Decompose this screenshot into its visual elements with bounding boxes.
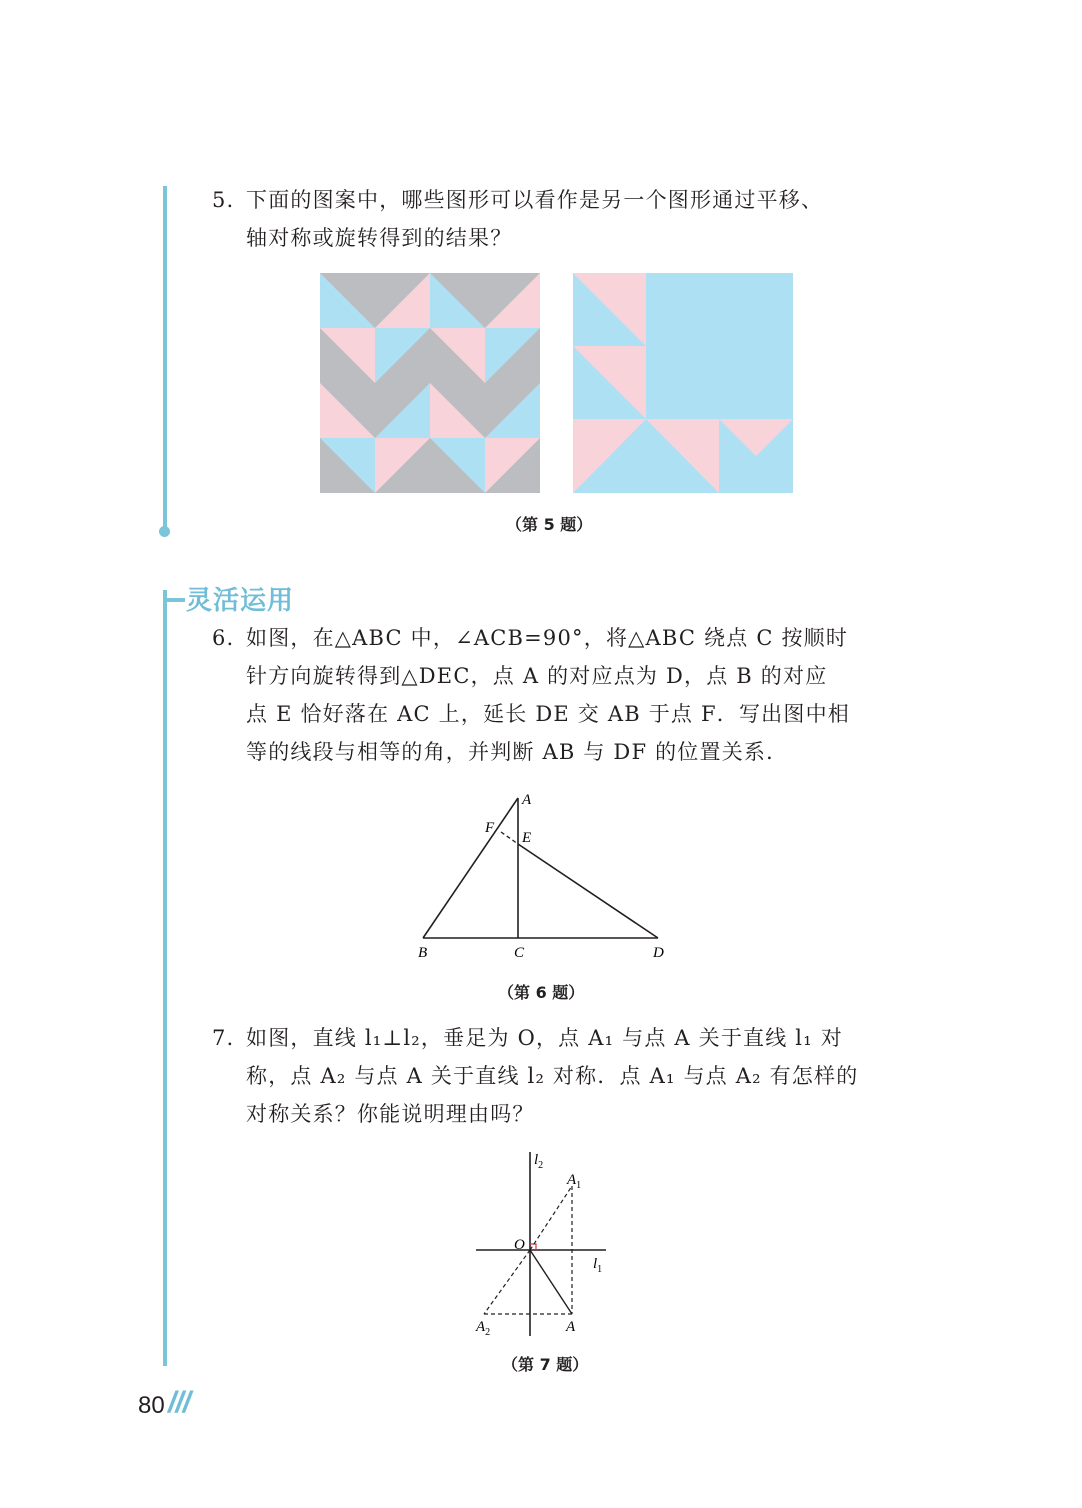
dash-O-A1 xyxy=(530,1186,572,1250)
question-7-line3: 对称关系？你能说明理由吗？ xyxy=(246,1102,535,1126)
label-E: E xyxy=(522,830,532,846)
q6-caption: （第 6 题） xyxy=(498,983,585,1002)
question-7-line2: 称，点 A₂ 与点 A 关于直线 l₂ 对称．点 A₁ 与点 A₂ 有怎样的 xyxy=(246,1064,859,1088)
q5-caption: （第 5 题） xyxy=(506,515,593,534)
label-l2: $l_2$ xyxy=(534,1152,544,1171)
section-dash xyxy=(163,598,185,602)
page-number: 80 xyxy=(138,1392,165,1419)
q5-pattern-left xyxy=(320,273,540,493)
segment-AB xyxy=(423,798,518,938)
question-7-line1: 如图，直线 l₁⊥l₂，垂足为 O，点 A₁ 与点 A 关于直线 l₁ 对 xyxy=(246,1026,843,1050)
label-A: A xyxy=(522,792,532,808)
question-5-number: 5. xyxy=(212,188,235,212)
question-6-line3: 点 E 恰好落在 AC 上，延长 DE 交 AB 于点 F．写出图中相 xyxy=(246,702,850,726)
section-title: 灵活运用 xyxy=(186,586,295,616)
q7-caption: （第 7 题） xyxy=(502,1355,589,1374)
question-5 xyxy=(212,181,872,257)
label-C: C xyxy=(514,945,525,961)
label-O: O xyxy=(514,1237,525,1253)
q5-pattern-right xyxy=(573,273,793,493)
question-6-line1: 如图，在△ABC 中，∠ACB=90°，将△ABC 绕点 C 按顺时 xyxy=(246,626,849,650)
label-D: D xyxy=(653,945,664,961)
rail-dot xyxy=(159,526,170,537)
segment-FE-dashed xyxy=(501,832,518,844)
label-B: B xyxy=(418,945,428,961)
question-6-line4: 等的线段与相等的角，并判断 AB 与 DF 的位置关系． xyxy=(246,740,789,764)
question-7-number: 7. xyxy=(212,1026,235,1050)
label-l1: $l_1$ xyxy=(593,1256,603,1275)
segment-O-A xyxy=(530,1250,572,1314)
question-5-line2: 轴对称或旋转得到的结果？ xyxy=(246,226,513,250)
q7-figure xyxy=(470,1146,610,1342)
question-5-line1: 下面的图案中，哪些图形可以看作是另一个图形通过平移、 xyxy=(246,188,824,212)
left-rail-bottom xyxy=(163,590,167,1366)
label-A: A xyxy=(566,1319,576,1335)
q6-figure xyxy=(410,786,680,966)
dash-O-A2 xyxy=(484,1250,530,1314)
question-6-number: 6. xyxy=(212,626,235,650)
page-mark: /// xyxy=(168,1386,191,1419)
question-6-line2: 针方向旋转得到△DEC，点 A 的对应点为 D，点 B 的对应 xyxy=(246,664,828,688)
left-rail-top xyxy=(163,186,167,532)
question-7 xyxy=(212,1019,872,1133)
segment-ED xyxy=(518,844,658,938)
question-6 xyxy=(212,619,872,771)
label-A1: $A_1$ xyxy=(567,1172,582,1191)
label-A2: $A_2$ xyxy=(476,1319,491,1338)
label-F: F xyxy=(485,820,495,836)
